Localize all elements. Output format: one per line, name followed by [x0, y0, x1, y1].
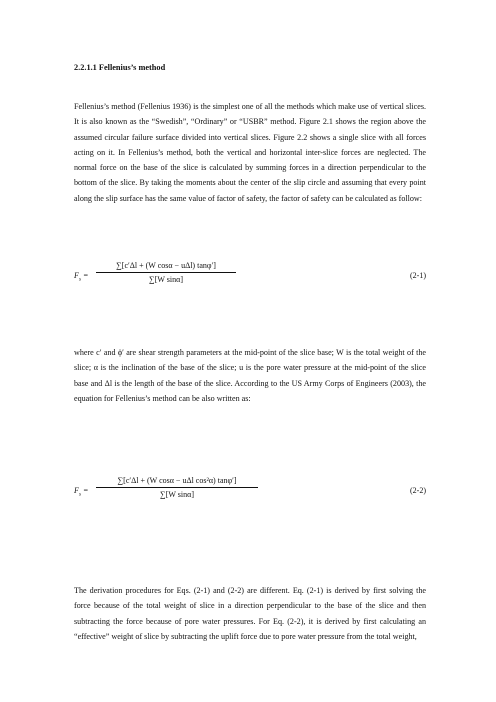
equation-2-1: [74, 261, 426, 297]
equation-numerator: ∑[c′Δl + (W cosα − uΔl) tanφ′]: [96, 261, 236, 273]
equation-fraction: [96, 476, 258, 499]
equation-lhs: $F_s$ =: [74, 486, 89, 498]
paragraph-intro: Fellenius’s method (Fellenius 1936) is the simplest one of all the methods which make use of vertical slices. It is also known as the “Swedish”, “Ordinary” or “USBR” method. Figure 2.1 shows the region above the assumed circular failure surface divided into vertical slices. Figure 2.2 shows a single slice with all forces acting on it. In Fellenius’s method, both the vertical and horizontal inter-slice forces are neglected. The normal force on the base of the slice is calculated by summing forces in a direction perpendicular to the bottom of the slice. By taking the moments about the center of the slip circle and assuming that every point along the slip surface has the same value of factor of safety, the factor of safety can be calculated as follow:: [74, 102, 426, 203]
lhs-symbol: F: [74, 486, 79, 495]
equation-lhs: $F_s$ =: [74, 271, 89, 283]
equation-number: (2-1): [410, 271, 426, 280]
section-heading: 2.2.1.1 Fellenius’s method: [74, 63, 166, 72]
equation-numerator: ∑[c′Δl + (W cosα − uΔl cos²α) tanφ′]: [96, 476, 258, 488]
equation-fraction: [96, 261, 236, 284]
equation-number: (2-2): [410, 486, 426, 495]
paragraph-derivation: The derivation procedures for Eqs. (2-1) and (2-2) are different. Eq. (2-1) is derived by first solving the force because of the total weight of slice in a direction perpendicular to the base of the slice and then subtracting the force because of pore water pressures. For Eq. (2-2), it is derived by first calculating an “effective” weight of slice by subtracting the uplift force due to pore water pressure from the total weight,: [74, 586, 426, 641]
equation-denominator: ∑[W sinα]: [149, 275, 183, 284]
equation-2-2: [74, 476, 426, 512]
equation-denominator: ∑[W sinα]: [160, 490, 194, 499]
paragraph-definitions: where c′ and ϕ′ are shear strength parameters at the mid-point of the slice base; W is the total weight of the slice; α is the inclination of the base of the slice; u is the pore water pressure at the mid-point of the slice base and Δl is the length of the base of the slice. According to the US Army Corps of Engineers (2003), the equation for Fellenius’s method can be also written as:: [74, 348, 426, 403]
lhs-symbol: F: [74, 271, 79, 280]
lhs-subscript: s: [78, 491, 82, 498]
lhs-subscript: s: [78, 276, 82, 283]
